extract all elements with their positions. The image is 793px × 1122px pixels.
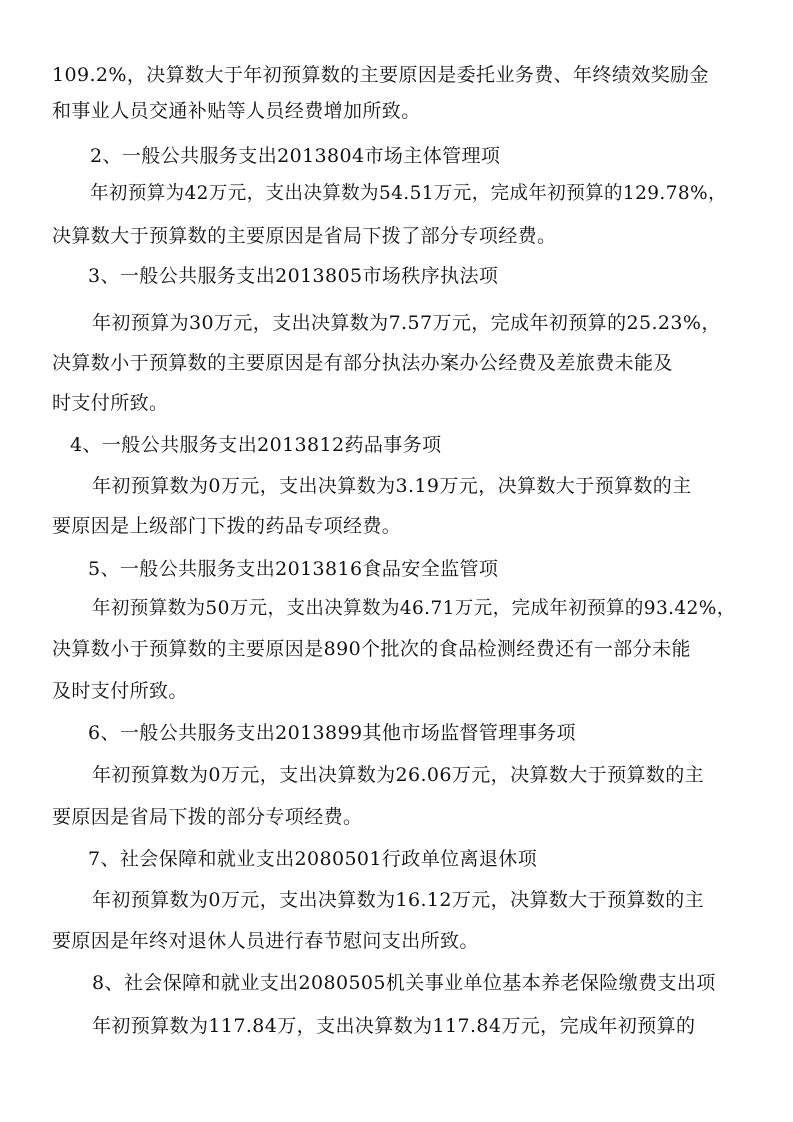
paragraph-line: 年初预算数为0万元，支出决算数为26.06万元，决算数大于预算数的主 [92, 764, 705, 786]
paragraph-line: 109.2%，决算数大于年初预算数的主要原因是委托业务费、年终绩效奖励金 [52, 64, 709, 86]
paragraph-line: 要原因是上级部门下拨的药品专项经费。 [52, 515, 402, 537]
section-heading: 8、社会保障和就业支出2080505机关事业单位基本养老保险缴费支出项 [92, 972, 716, 994]
paragraph-line: 年初预算数为0万元，支出决算数为16.12万元，决算数大于预算数的主 [92, 889, 705, 911]
section-heading: 6、一般公共服务支出2013899其他市场监督管理事务项 [88, 722, 576, 744]
section-heading: 2、一般公共服务支出2013804市场主体管理项 [90, 145, 501, 167]
paragraph-line: 年初预算数为117.84万，支出决算数为117.84万元，完成年初预算的 [92, 1015, 696, 1037]
paragraph-line: 及时支付所致。 [52, 680, 188, 702]
paragraph-line: 决算数小于预算数的主要原因是890个批次的食品检测经费还有一部分未能 [52, 638, 691, 660]
paragraph-line: 年初预算为30万元，支出决算数为7.57万元，完成年初预算的25.23%， [92, 312, 721, 334]
paragraph-line: 年初预算数为50万元，支出决算数为46.71万元，完成年初预算的93.42%， [92, 598, 736, 619]
paragraph-line: 决算数小于预算数的主要原因是有部分执法办案办公经费及差旅费未能及 [52, 352, 673, 374]
paragraph-line: 要原因是省局下拨的部分专项经费。 [52, 806, 363, 828]
section-heading: 7、社会保障和就业支出2080501行政单位离退休项 [88, 848, 538, 870]
paragraph-line: 时支付所致。 [52, 392, 169, 414]
paragraph-line: 决算数大于预算数的主要原因是省局下拨了部分专项经费。 [52, 225, 557, 247]
paragraph-line: 和事业人员交通补贴等人员经费增加所致。 [52, 100, 421, 122]
paragraph-line: 年初预算为42万元，支出决算数为54.51万元，完成年初预算的129.78%， [90, 183, 727, 204]
paragraph-line: 年初预算数为0万元，支出决算数为3.19万元，决算数大于预算数的主 [92, 475, 692, 497]
section-heading: 3、一般公共服务支出2013805市场秩序执法项 [88, 265, 499, 287]
section-heading: 4、一般公共服务支出2013812药品事务项 [70, 434, 442, 456]
paragraph-line: 要原因是年终对退休人员进行春节慰问支出所致。 [52, 930, 479, 952]
section-heading: 5、一般公共服务支出2013816食品安全监管项 [88, 558, 499, 580]
